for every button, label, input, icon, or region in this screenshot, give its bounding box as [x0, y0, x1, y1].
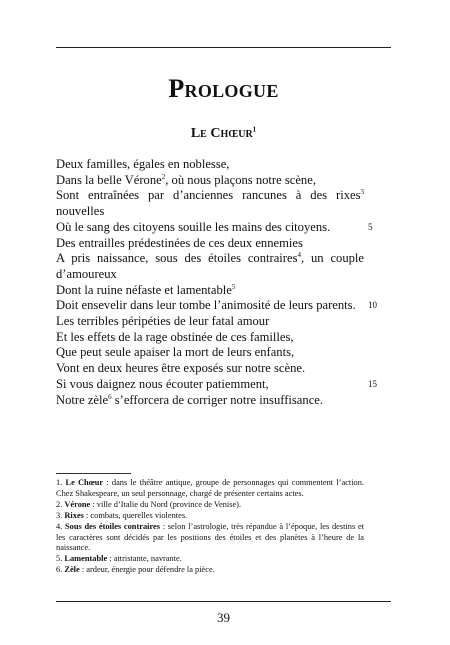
footnote-text: : dans le théâtre antique, groupe de personnages qui commentent l’action. Chez Shakespeare, un seul personnage, chargé de présenter certains actes.	[56, 478, 365, 498]
verse-text: Des entrailles prédestinées de ces deux ennemies	[56, 235, 303, 250]
note-ref: 3	[360, 188, 364, 197]
footnote	[56, 478, 364, 500]
footnote-number: 1.	[56, 478, 63, 487]
verse-text: s’efforcera de corriger notre insuffisance.	[111, 392, 324, 407]
note-ref: 5	[231, 282, 236, 291]
footnote-number: 4.	[56, 521, 63, 531]
top-rule	[56, 47, 391, 48]
verse-block	[56, 157, 377, 408]
footnote	[56, 500, 364, 511]
verse-text: Si vous daignez nous écouter patiemment,	[56, 376, 269, 391]
note-ref: 6	[108, 392, 112, 401]
note-ref: 4	[297, 251, 301, 260]
verse-line	[56, 330, 364, 346]
verse-line	[56, 314, 364, 330]
verse-line	[56, 204, 364, 220]
verse-line	[56, 376, 377, 393]
line-number: 10	[368, 300, 377, 311]
verse-text: , un couple	[301, 251, 365, 266]
footnote-number: 6.	[56, 565, 63, 575]
page-number: 39	[217, 610, 230, 625]
footnote	[56, 522, 364, 555]
verse-line	[56, 345, 364, 361]
verse-text: Deux familles, égales en noblesse,	[56, 157, 230, 171]
verse-text: Vont en deux heures être exposés sur notre scène.	[56, 361, 306, 376]
verse-line	[56, 283, 364, 299]
footnote-term: Sous des étoiles contraires	[65, 521, 161, 531]
footnote-text: : combats, querelles violentes.	[83, 510, 188, 520]
verse-line	[56, 298, 377, 314]
verse-text: , où nous plaçons notre scène,	[165, 172, 316, 187]
verse-text: Notre zèle	[56, 392, 109, 407]
line-number: 5	[368, 221, 373, 232]
verse-text: Où le sang des citoyens souille les mains des citoyens.	[56, 219, 331, 234]
verse-line	[56, 267, 364, 283]
footnote-text: : attristante, navrante.	[107, 554, 182, 564]
verse-line	[56, 157, 364, 173]
footnotes	[56, 478, 364, 576]
verse-text: Les terribles péripéties de leur fatal amour	[56, 314, 270, 329]
verse-text: Que peut seule apaiser la mort de leurs enfants,	[56, 345, 295, 360]
footnote-rule	[56, 473, 131, 474]
footnote-number: 3.	[56, 510, 63, 520]
footnote-term: Rixes	[64, 510, 84, 520]
verse-line	[56, 251, 364, 267]
verse-line	[56, 173, 364, 189]
footnote-term: Le Chœur	[65, 478, 104, 487]
footnote	[56, 565, 364, 576]
verse-line	[56, 188, 364, 204]
verse-text: Doit ensevelir dans leur tombe l’animosité de leurs parents.	[56, 298, 356, 313]
verse-line	[56, 219, 373, 236]
speaker-note-ref: 1	[252, 125, 257, 134]
footnote-text: : ville d’Italie du Nord (province de Venise).	[90, 499, 242, 509]
note-ref: 2	[161, 172, 166, 181]
verse-text: d’amoureux	[56, 266, 117, 281]
footnote	[56, 554, 364, 565]
speaker-heading	[56, 126, 391, 142]
page-title: Prologue	[168, 74, 279, 103]
footnote	[56, 511, 364, 522]
verse-text: Sont entraînées par d’anciennes rancunes à des rixes	[56, 188, 361, 203]
footnote-number: 2.	[56, 499, 63, 509]
verse-line	[56, 236, 364, 252]
verse-text: Et les effets de la rage obstinée de ces familles,	[56, 329, 294, 344]
verse-line	[56, 361, 364, 377]
verse-line	[56, 393, 364, 409]
footnote-term: Vérone	[64, 499, 91, 509]
footnote-text: : selon l’astrologie, très répandue à l’époque, les destins et les caractères sont décidés par les positions des étoiles et des planètes à l’heure de la naissance.	[56, 521, 364, 553]
footnote-text: : ardeur, énergie pour défendre la pièce.	[79, 565, 215, 575]
footnote-term: Lamentable	[64, 554, 108, 564]
verse-text: A pris naissance, sous des étoiles contraires	[56, 251, 298, 266]
bottom-rule	[56, 601, 391, 602]
line-number: 15	[368, 378, 377, 389]
footnote-number: 5.	[56, 554, 63, 564]
verse-text: nouvelles	[56, 204, 105, 219]
footnote-term: Zèle	[64, 565, 80, 575]
verse-text: Dans la belle Vérone	[56, 172, 162, 187]
speaker-name: Le Chœur	[190, 126, 253, 141]
verse-text: Dont la ruine néfaste et lamentable	[56, 282, 232, 297]
